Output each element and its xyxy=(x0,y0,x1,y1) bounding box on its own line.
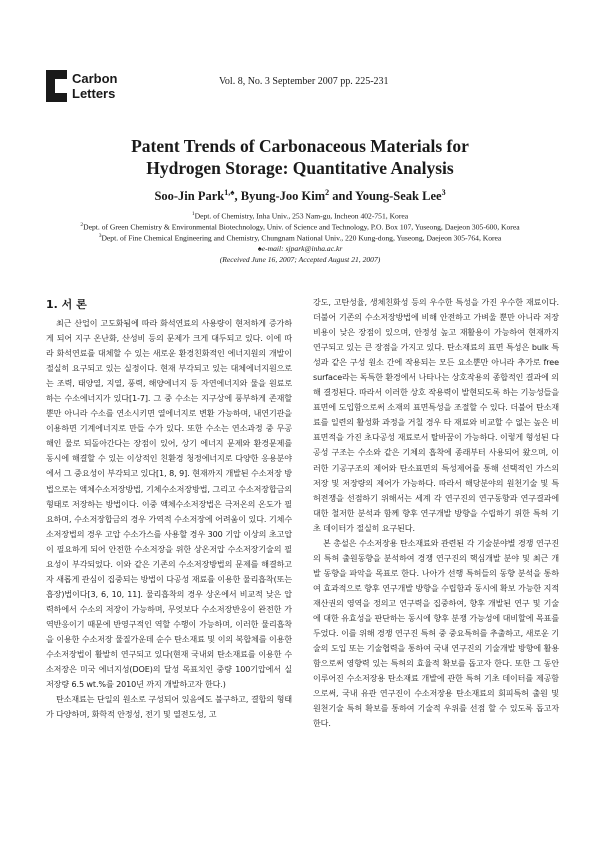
body-paragraph: 최근 산업이 고도화됨에 따라 화석연료의 사용량이 현저하게 증가하게 되어 지구 온난화, 산성비 등의 문제가 크게 대두되고 있다. 이에 따라 화석연료를 대체할 수 있는 새로운 환경친화적인 에너지원의 개발이 절실히 요구되고 있는 실정이다. 현재 부각되고 있는 대체에너지원으로는 조력, 태양열, 지열, 풍력, 해양에너지 등 자연에너지와 물을 원료로 하는 수소에너지가 있다[1-7]. 그 중 수소는 지구상에 풍부하게 존재할 뿐만 아니라 수소를 연소시키면 열에너지로 변환 가능하며, 내연기관을 이용하면 기계에너지로 만들 수가 있다. 또한 수소는 연소과정 중 무공해인 물로 되돌아간다는 장점이 있어, 상기 에너지 문제와 환경문제를 동시에 해결할 수 있는 이상적인 친환경 청정에너지로 다양한 응용분야에서 그 중요성이 부각되고 있다[1, 8, 9]. 현재까지 개발된 수소저장 방법으로는 액체수소저장방법, 기체수소저장방법, 그리고 수소저장합금의 형태로 저장하는 방법이다. 이중 액체수소저장법은 극저온의 온도가 필요하며, 수소저장합금의 경우 가역적 수소저장에 어려움이 있다. 기체수소저장법의 경우 고압 수소가스를 사용할 경우 300 기압 이상의 초고압이 필요하게 되어 안전한 수소저장을 위한 상온저압 수소저장기술의 필요성이 부각되었다. 이와 같은 기존의 수소저장방법의 문제를 해결하고자 새롭게 관심이 집중되는 방법이 다공성 재료를 이용한 물리흡착(또는 흡장)법이다[3, 6, 10, 11]. 물리흡착의 경우 상온에서 비교적 낮은 압력하에서 수소의 저장이 가능하며, 무엇보다 수소저장반응이 완전한 가역반응이기 때문에 반영구적인 역할 수행이 가능하며, 이러한 물리흡착을 이용한 수소저장 물질가운데 순수 탄소재료 및 이의 복합체를 이용한 수소저장법이 활발히 연구되고 있다(현재 국내외 탄소재료를 이용한 수소저장은 미국 에너지성(DOE)의 달성 목표치인 중량 100기압에서 실 저장량 6.5 wt.%를 2010년 까지 개발하고자 한다.) xyxy=(46,319,292,690)
author-separator: , xyxy=(234,189,241,204)
affiliation xyxy=(0,233,600,243)
body-paragraph: 탄소재료는 단일의 원소로 구성되어 있음에도 불구하고, 결합의 형태가 다양하며, 화학적 안정성, 전기 및 열전도성, 고 xyxy=(46,695,292,720)
affiliation-number: 1 xyxy=(191,211,195,217)
author-name: Byung-Joo Kim xyxy=(240,189,326,204)
affiliation-text: Dept. of Chemistry, Inha Univ., 253 Nam-gu, Incheon 402-751, Korea xyxy=(194,211,409,221)
author-name: Young-Seak Lee xyxy=(355,189,442,204)
author-affiliation-mark: 1,♠ xyxy=(224,188,235,197)
logo-line-1: Carbon xyxy=(72,71,118,86)
logo-line-2: Letters xyxy=(72,86,116,101)
corresponding-email: ♠e-mail: sjpark@inha.ac.kr xyxy=(257,244,343,253)
author-affiliation-mark: 3 xyxy=(441,188,446,197)
left-column xyxy=(46,316,292,722)
body-paragraph-continued: 강도, 고탄성율, 생체친화성 등의 우수한 특성을 가진 우수한 재료이다. 더불어 기존의 수소저장방법에 비해 안전하고 가벼울 뿐만 아니라 저장비용이 낮은 장점이 있으며, 안정성 높고 재활용이 가능하여 현재까지 연구되고 있는 큰 장점을 가지고 있다. 탄소재료의 표면 특성은 bulk 특성과 같은 구성 원소 간에 작용되는 모든 요소뿐만 아니라 추가로 free surface라는 독특한 환경에서 나타나는 상호작용의 종합적인 결과에 의해 결정된다. 따라서 이러한 상호 작용력이 발현되도록 하는 기능성들을 표면에 도입함으로써 소재의 표면특성을 조절할 수 있다. 더불어 탄소재료를 일련의 활성화 과정을 거칠 경우 타 재료와 비교할 수 없는 높은 비표면적을 가진 초다공성 재료로서 탈바꿈이 가능하다. 이렇게 형성된 다공성 구조는 수소와 같은 기체의 흡착에 종래부터 사용되어 왔으며, 이러한 기공구조의 제어와 탄소표면의 특성제어를 통해 선택적인 가스의 저장 및 저장량의 제어가 가능하다. 따라서 해당분야의 원천기술 및 특허전쟁을 선점하기 위해서는 세계 각 연구진의 연구동향과 연구결과에 대한 철저한 분석과 함께 향후 연구개발 방향을 수립하기 위한 특허 기초 데이터가 절실히 요구된다. xyxy=(313,298,559,533)
paper-title-line-1: Patent Trends of Carbonaceous Materials for xyxy=(131,136,469,156)
affiliation-text: Dept. of Green Chemistry & Environmental Biotechnology, Univ. of Science and Technology, P.O. Box 107, Yuseong, Daejeon 305-600, Korea xyxy=(83,222,520,232)
journal-logo xyxy=(46,70,118,102)
body-paragraph: 본 총설은 수소저장용 탄소재료와 관련된 각 기술분야별 경쟁 연구진의 특허 출원동향을 분석하여 경쟁 연구진의 핵심개발 분야 및 최근 개발 동향을 파악을 목표로 한다. 나아가 선행 특허들의 동향 분석을 통하여 효과적으로 향후 연구개발 방향을 수립함과 동시에 확보 가능한 지적재산권의 영역을 정의고 연구력을 집중하여, 향후 개발된 연구 및 기술에 대한 유효성을 판단하는 동시에 향후 분쟁 가능성에 대비할에 목표를 두었다. 이를 위해 경쟁 연구진 특허 중 중요특허를 추출하고, 새로운 기술의 도입 또는 기술협력을 통하여 국내 연구진의 기술개발 방향에 활용함으로써 영향력 있는 특허의 효율적 확보를 돕고자 한다. 또한 그 동안 이루어진 수소저장용 탄소재료 개발에 관한 특허 기초 데이터를 제공함으로써, 국내 유관 연구진이 수소저장용 탄소재료의 회피특허 출원 및 원천기술 특허 확보를 통하여 기술적 우위를 선점 할 수 있도록 돕고자 한다. xyxy=(313,538,559,729)
journal-citation: Vol. 8, No. 3 September 2007 pp. 225-231 xyxy=(219,76,389,87)
affiliation-text: Dept. of Fine Chemical Engineering and Chemistry, Chungnam National Univ., 220 Kung-dong, Yuseong, Daejeon 305-764, Korea xyxy=(101,233,502,243)
author-affiliation-mark: 2 xyxy=(325,188,330,197)
received-dates: (Received June 16, 2007; Accepted August 21, 2007) xyxy=(219,255,381,264)
author-separator: and xyxy=(329,189,356,204)
right-column xyxy=(313,295,559,731)
author-list xyxy=(0,188,600,204)
paper-title-line-2: Hydrogen Storage: Quantitative Analysis xyxy=(146,158,454,178)
affiliation xyxy=(0,211,600,221)
author-name: Soo-Jin Park xyxy=(154,189,225,204)
section-heading-introduction: 1. 서 론 xyxy=(46,298,87,311)
carbon-letters-logo-icon xyxy=(46,70,67,102)
logo-text xyxy=(72,71,118,101)
affiliation-number: 3 xyxy=(98,233,102,239)
affiliation xyxy=(0,222,600,232)
affiliation-number: 2 xyxy=(80,222,84,228)
